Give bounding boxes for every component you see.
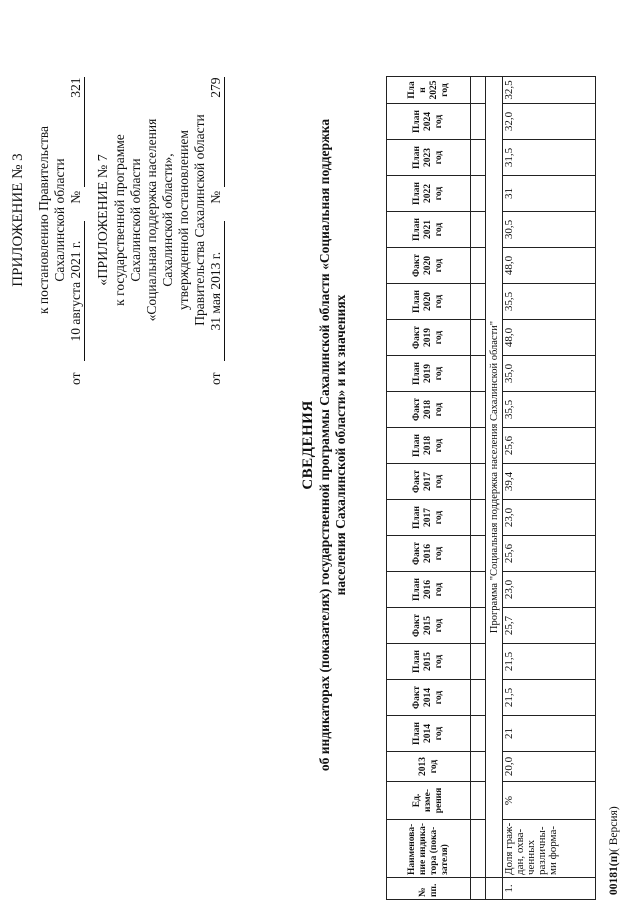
- value-cell: 25,7: [503, 608, 596, 644]
- decree-date: 10 августа 2021 г.: [68, 221, 85, 361]
- value-cell: 25,6: [503, 428, 596, 464]
- program-decree-date: 31 мая 2013 г.: [208, 221, 225, 361]
- col-header: План 2019 год: [387, 356, 471, 392]
- value-cell: 32,5: [503, 77, 596, 104]
- appendix-line: «Социальная поддержка населения: [144, 118, 159, 322]
- table-spacer-row: [471, 77, 486, 900]
- program-row: [486, 77, 503, 900]
- appendix-title-2: «ПРИЛОЖЕНИЕ № 7: [96, 154, 111, 286]
- col-header: План 2016 год: [387, 572, 471, 608]
- document-footer: [608, 806, 620, 895]
- col-header: Факт 2018 год: [387, 392, 471, 428]
- appendix-line: к постановлению Правительства: [36, 125, 51, 315]
- col-header: План 2017 год: [387, 500, 471, 536]
- heading-title: СВЕДЕНИЯ: [300, 400, 316, 490]
- value-cell: 20,0: [503, 752, 596, 782]
- table-header-row: [387, 77, 471, 900]
- indicators-table: [386, 76, 596, 900]
- indicator-name: Доля граж-дан, охва-ченных различны-ми форма-: [503, 820, 596, 878]
- value-cell: 48,0: [503, 320, 596, 356]
- heading-subtitle: об индикаторах (показателях) государственной программы Сахалинской области «Социальная поддержка: [317, 118, 332, 772]
- row-number: 1.: [503, 878, 596, 900]
- appendix-line: Сахалинской области: [128, 158, 143, 282]
- col-header: План 2014 год: [387, 716, 471, 752]
- col-header: Пла н 2025 год: [387, 77, 471, 104]
- col-header: Факт 2016 год: [387, 536, 471, 572]
- decree-number: 321: [68, 78, 85, 188]
- value-cell: 23,0: [503, 572, 596, 608]
- col-header: Факт 2019 год: [387, 320, 471, 356]
- appendix-title: ПРИЛОЖЕНИЕ № 3: [10, 153, 26, 287]
- col-header: План 2020 год: [387, 284, 471, 320]
- col-header: План 2018 год: [387, 428, 471, 464]
- col-header: План 2024 год: [387, 104, 471, 140]
- heading-subtitle: населения Сахалинской области» и их значениях: [333, 294, 348, 596]
- value-cell: 21,5: [503, 644, 596, 680]
- appendix-line: утвержденной постановлением: [176, 130, 191, 310]
- value-cell: 39,4: [503, 464, 596, 500]
- document-code: 00181(п): [608, 851, 620, 895]
- value-cell: 35,5: [503, 284, 596, 320]
- col-header: Факт 2015 год: [387, 608, 471, 644]
- table-row: [503, 77, 596, 900]
- value-cell: 35,0: [503, 356, 596, 392]
- document-heading: [300, 45, 349, 845]
- unit-cell: %: [503, 782, 596, 820]
- col-header: План 2021 год: [387, 212, 471, 248]
- col-header: План 2015 год: [387, 644, 471, 680]
- col-header: План 2022 год: [387, 176, 471, 212]
- value-cell: 30,5: [503, 212, 596, 248]
- value-cell: 21: [503, 716, 596, 752]
- value-cell: 32,0: [503, 104, 596, 140]
- col-header: Факт 2020 год: [387, 248, 471, 284]
- value-cell: 23,0: [503, 500, 596, 536]
- col-header: Наименова-ние индика-тора (пока-зателя): [387, 820, 471, 878]
- col-header: Ед. изме-рения: [387, 782, 471, 820]
- value-cell: 31,5: [503, 140, 596, 176]
- appendix-line: Правительства Сахалинской области: [192, 114, 207, 326]
- value-cell: 25,6: [503, 536, 596, 572]
- program-title: Программа "Социальная поддержка населения Сахалинской области": [486, 77, 503, 878]
- program-decree-number: 279: [208, 78, 225, 188]
- value-cell: 31: [503, 176, 596, 212]
- appendix-line: Сахалинской области: [52, 158, 67, 282]
- document-version: ( Версия): [608, 806, 620, 852]
- value-cell: 21,5: [503, 680, 596, 716]
- col-header: Факт 2014 год: [387, 680, 471, 716]
- appendix-line: к государственной программе: [112, 134, 127, 306]
- appendix-date-line: от 10 августа 2021 г. № 321: [68, 77, 83, 385]
- col-header: № пп.: [387, 878, 471, 900]
- value-cell: 48,0: [503, 248, 596, 284]
- col-header: 2013 год: [387, 752, 471, 782]
- col-header: План 2023 год: [387, 140, 471, 176]
- appendix-date-line-2: от 31 мая 2013 г. № 279: [208, 77, 223, 385]
- col-header: Факт 2017 год: [387, 464, 471, 500]
- value-cell: 35,5: [503, 392, 596, 428]
- appendix-line: Сахалинской области»,: [160, 153, 175, 287]
